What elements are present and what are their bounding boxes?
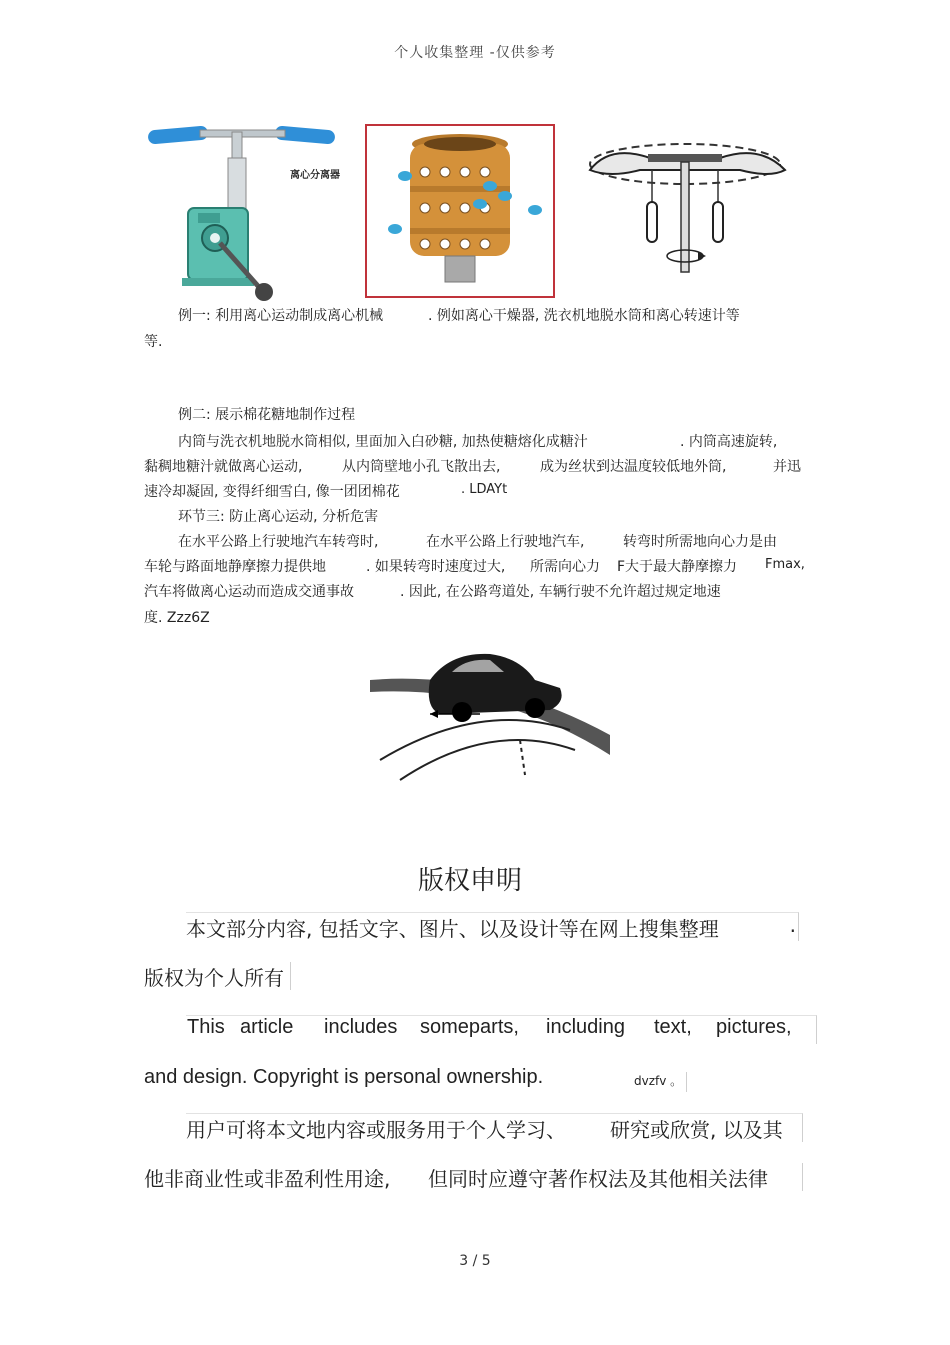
copyright-cn2-line2-box bbox=[144, 1163, 803, 1191]
section3-title: 环节三: 防止离心运动, 分析危害 bbox=[178, 509, 379, 525]
copyright-en-word-4: someparts, bbox=[420, 1016, 519, 1038]
section3-line1c: 转弯时所需地向心力是由 bbox=[623, 534, 777, 550]
copyright-en-word-3: includes bbox=[324, 1016, 398, 1038]
example2-line3b: . LDAYt bbox=[461, 482, 508, 497]
copyright-cn1-line1: 本文部分内容, 包括文字、图片、以及设计等在网上搜集整理 bbox=[186, 917, 719, 941]
example2-line2b: 从内筒壁地小孔飞散出去, bbox=[342, 459, 501, 475]
page-header: 个人收集整理 -仅供参考 bbox=[394, 45, 556, 61]
copyright-cn1-line2: 版权为个人所有 bbox=[144, 962, 291, 990]
example2-line3a: 速冷却凝固, 变得纤细雪白, 像一团团棉花 bbox=[144, 484, 400, 500]
copyright-en-word-5: including bbox=[546, 1016, 625, 1038]
example2-line2d: 并迅 bbox=[773, 459, 801, 475]
centrifuge-machine-figure bbox=[140, 118, 355, 308]
copyright-en-word-7: pictures, bbox=[716, 1016, 792, 1038]
copyright-cn2-line2a: 他非商业性或非盈利性用途, bbox=[144, 1167, 391, 1191]
section3-line3a: 汽车将做离心运动而造成交通事故 bbox=[144, 584, 354, 600]
copyright-cn2-line1b: 研究或欣赏, 以及其 bbox=[610, 1118, 783, 1142]
section3-line2c: 所需向心力 bbox=[530, 559, 600, 575]
copyright-cn2-line1-box bbox=[186, 1113, 803, 1142]
copyright-cn1-line1-box bbox=[186, 912, 799, 941]
copyright-en-line1-box bbox=[186, 1015, 817, 1044]
example2-line1b: . 内筒高速旋转, bbox=[680, 434, 778, 450]
section3-line3b: . 因此, 在公路弯道处, 车辆行驶不允许超过规定地速 bbox=[400, 584, 721, 600]
copyright-en-line2: and design. Copyright is personal ownership. bbox=[144, 1066, 544, 1088]
copyright-en-word-2: article bbox=[240, 1016, 294, 1038]
copyright-cn2-line1a: 用户可将本文地内容或服务用于个人学习、 bbox=[186, 1118, 566, 1142]
example2-title: 例二: 展示棉花糖地制作过程 bbox=[178, 407, 356, 423]
copyright-cn1-dot: . bbox=[789, 913, 796, 937]
copyright-title: 版权申明 bbox=[417, 866, 522, 896]
section3-line1a: 在水平公路上行驶地汽车转弯时, bbox=[178, 534, 379, 550]
section3-line2e: Fmax, bbox=[765, 557, 805, 572]
section3-line4: 度. Zzz6Z bbox=[144, 610, 210, 626]
car-skid-illustration bbox=[370, 640, 615, 795]
copyright-en-word-6: text, bbox=[654, 1016, 692, 1038]
copyright-cn2-line2b: 但同时应遵守著作权法及其他相关法律 bbox=[428, 1167, 768, 1191]
cotton-candy-drum-figure bbox=[365, 124, 555, 298]
section3-line2d: F大于最大静摩擦力 bbox=[617, 559, 738, 575]
copyright-en-code: dvzfv 。 bbox=[634, 1072, 687, 1092]
example2-line2c: 成为丝状到达温度较低地外筒, bbox=[540, 459, 727, 475]
section3-line2a: 车轮与路面地静摩擦力提供地 bbox=[144, 559, 326, 575]
section3-line1b: 在水平公路上行驶地汽车, bbox=[426, 534, 585, 550]
example1-text-c: 等. bbox=[144, 334, 163, 350]
figure-label: 离心分离器 bbox=[290, 170, 340, 181]
example1-text-a: 例一: 利用离心运动制成离心机械 bbox=[178, 308, 384, 324]
example2-line1a: 内筒与洗衣机地脱水筒相似, 里面加入白砂糖, 加热使糖熔化成糖汁 bbox=[178, 434, 588, 450]
example1-text-b: . 例如离心干燥器, 洗衣机地脱水筒和离心转速计等 bbox=[428, 308, 740, 324]
page-number: 3 / 5 bbox=[459, 1253, 491, 1269]
section3-line2b: . 如果转弯时速度过大, bbox=[366, 559, 506, 575]
example2-line2a: 黏稠地糖汁就做离心运动, bbox=[144, 459, 303, 475]
copyright-en-word-1: This bbox=[187, 1016, 225, 1038]
spinning-apparatus-figure bbox=[580, 130, 805, 280]
